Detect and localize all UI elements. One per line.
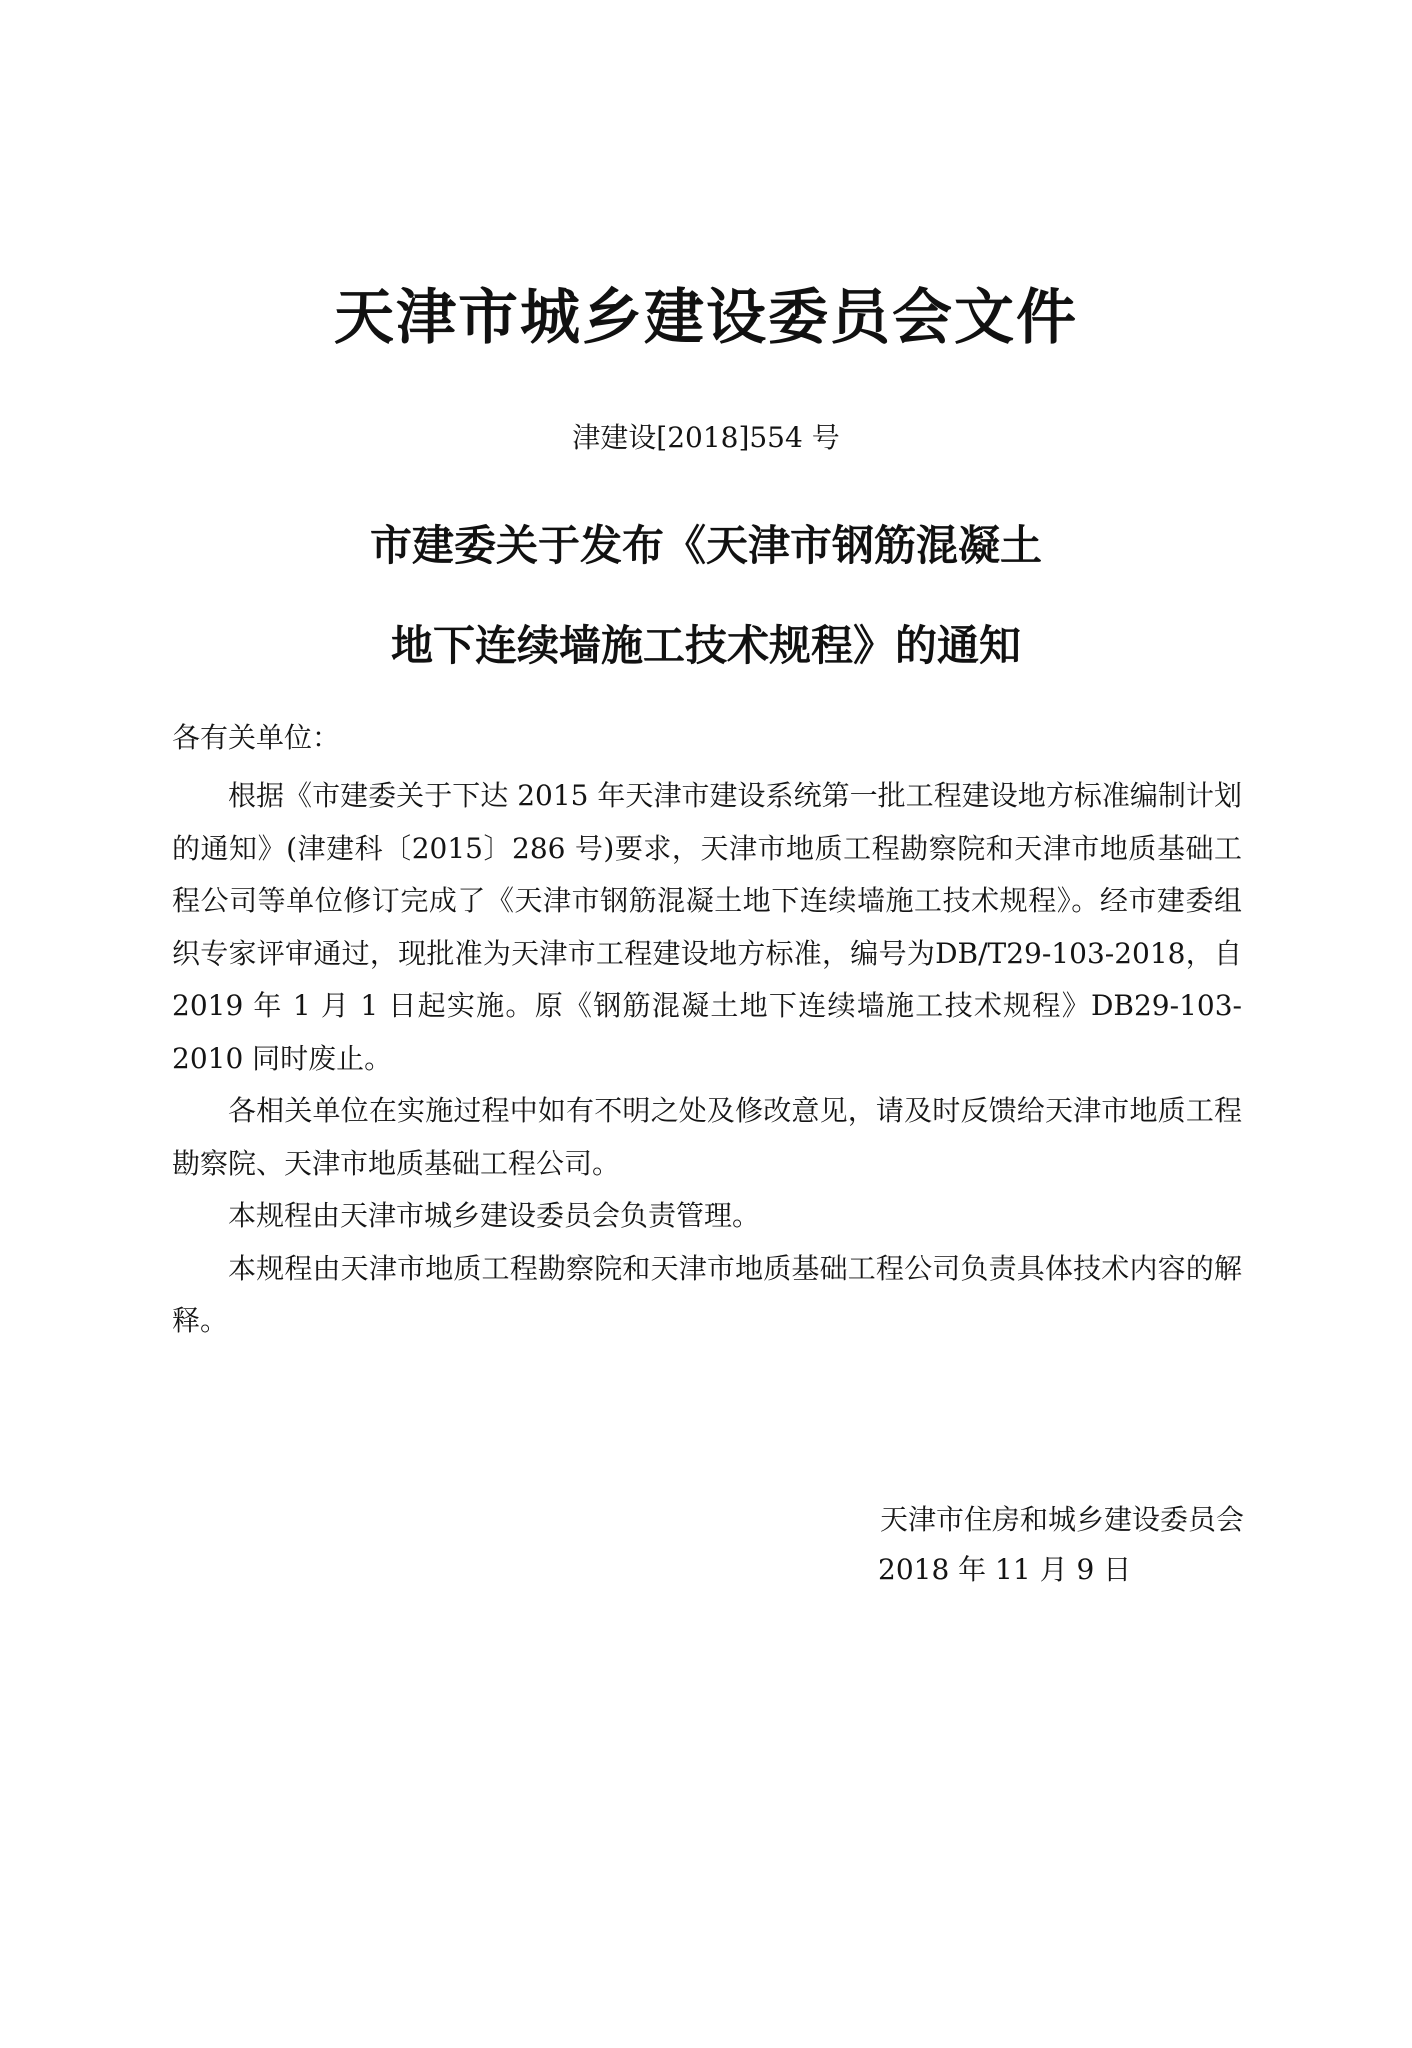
document-number: 津建设[2018]554 号	[572, 421, 840, 454]
document-header-title: 天津市城乡建设委员会文件	[334, 283, 1078, 353]
subject-line-1: 市建委关于发布《天津市钢筋混凝土	[369, 521, 1042, 570]
signature-org: 天津市住房和城乡建设委员会	[879, 1503, 1244, 1536]
salutation: 各有关单位：	[172, 721, 341, 754]
body-paragraph-4: 本规程由天津市地质工程勘察院和天津市地质基础工程公司负责具体技术内容的解释。	[172, 1251, 1242, 1337]
signature-date: 2018 年 11 月 9 日	[878, 1553, 1132, 1586]
body-text	[172, 770, 1242, 1348]
body-paragraph-1: 根据《市建委关于下达 2015 年天津市建设系统第一批工程建设地方标准编制计划的通知》(津建科〔2015〕286 号)要求，天津市地质工程勘察院和天津市地质基础工程公司等单位修订完成了《天津市钢筋混凝土地下连续墙施工技术规程》。经市建委组织专家评审通过，现批准为天津市工程建设地方标准，编号为DB/T29-103-2018，自 2019 年 1 月 1 日起实施。原《钢筋混凝土地下连续墙施工技术规程》DB29-103-2010 同时废止。	[172, 779, 1242, 1075]
subject-line-2: 地下连续墙施工技术规程》的通知	[390, 621, 1021, 670]
body-paragraph-3: 本规程由天津市城乡建设委员会负责管理。	[228, 1199, 761, 1232]
body-paragraph-2: 各相关单位在实施过程中如有不明之处及修改意见，请及时反馈给天津市地质工程勘察院、天津市地质基础工程公司。	[172, 1094, 1242, 1180]
